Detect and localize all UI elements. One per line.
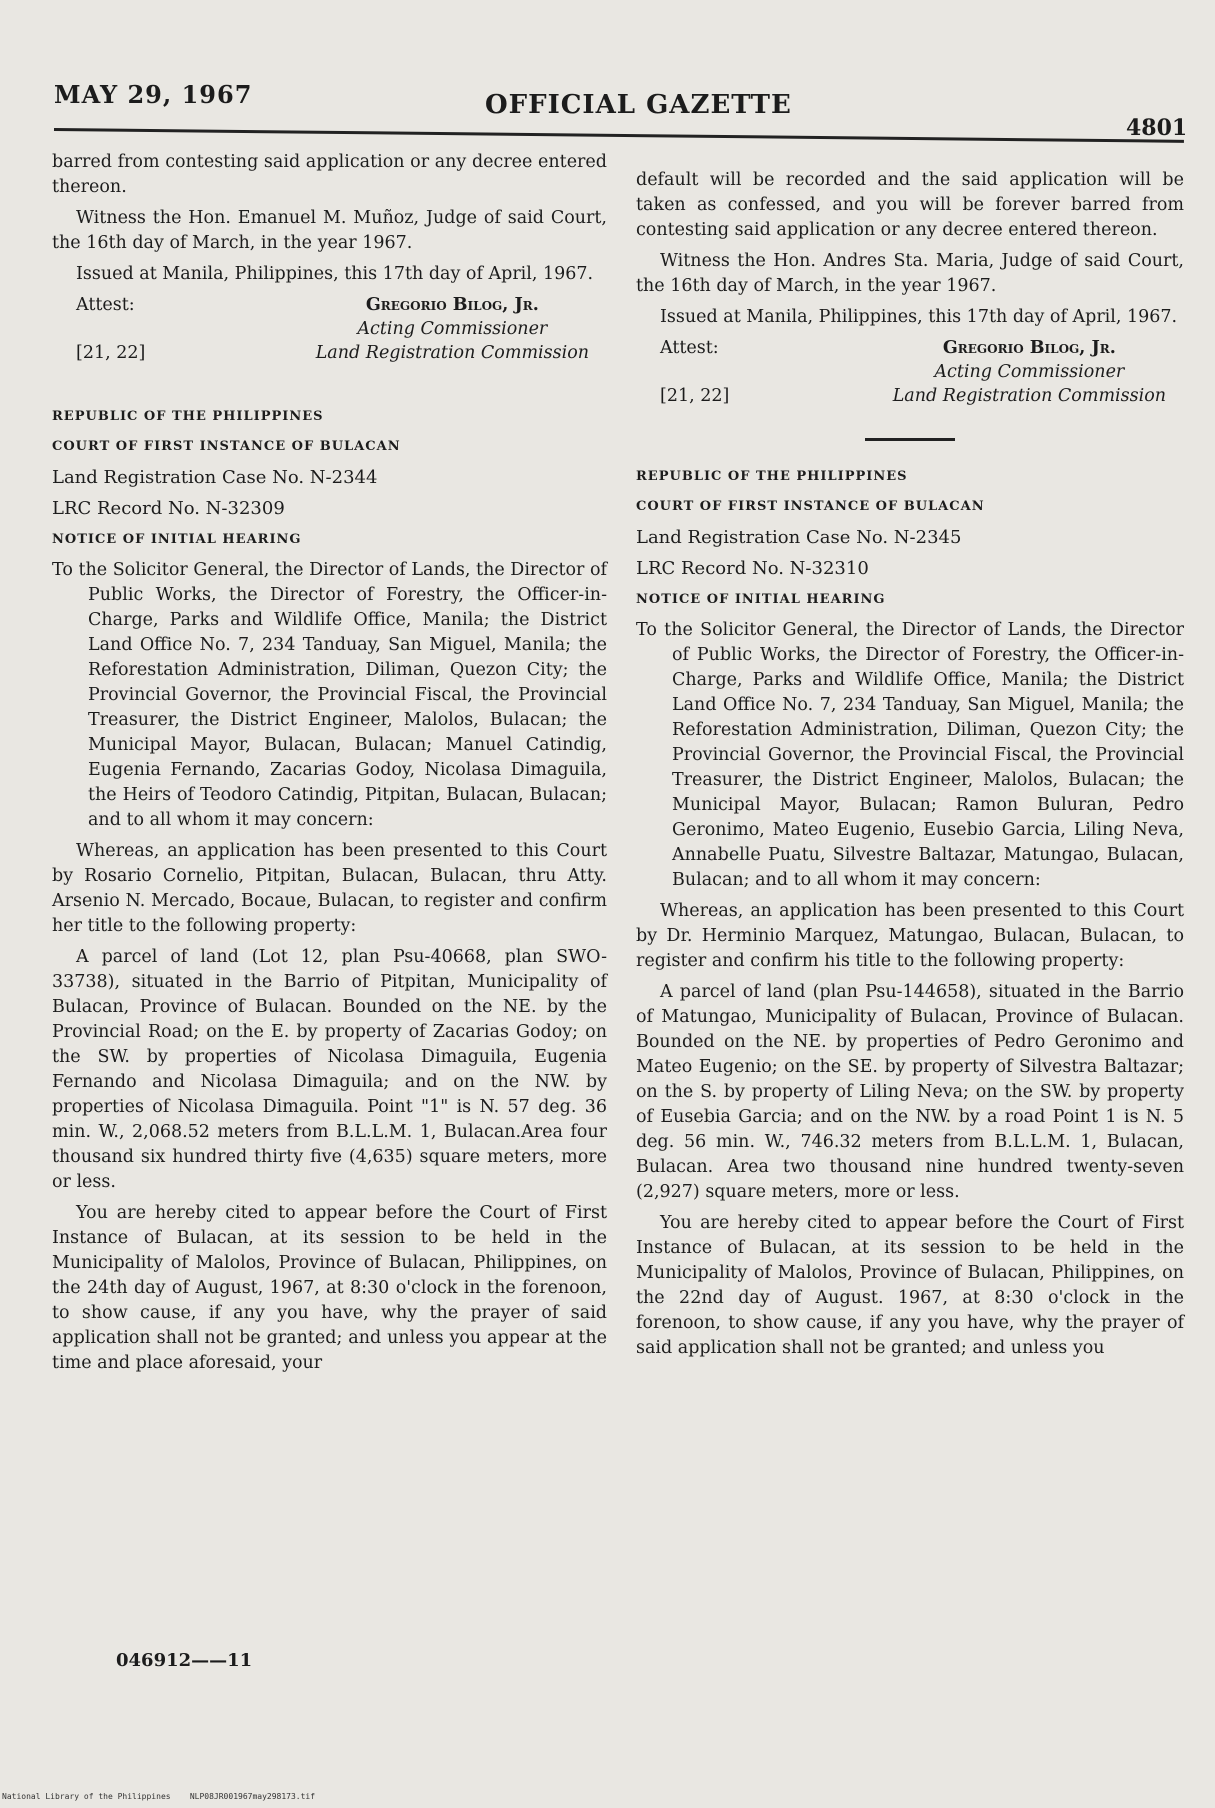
court-heading: COURT OF FIRST INSTANCE OF BULACAN (636, 499, 985, 514)
publication-title: OFFICIAL GAZETTE (485, 90, 792, 120)
citation-paragraph: You are hereby cited to appear before the Court of First Instance of Bulacan, at its session to be held in the Municipality of Malolos, Province of Bulacan, Philippines, on the 24th day of August, 1967, at 8:30 o'clock in the forenoon, to show cause, if any you have, why the prayer of said application shall not be granted; and unless you appear at the time and place aforesaid, your (52, 1203, 607, 1373)
right-column (636, 168, 1184, 1367)
witness-paragraph: Witness the Hon. Andres Sta. Maria, Judge of said Court, the 16th day of March, in the year 1967. (636, 251, 1184, 296)
issue-date: MAY 29, 1967 (54, 80, 253, 109)
signatory-title: Acting Commissioner (934, 362, 1125, 382)
signatory-title: Acting Commissioner (357, 319, 548, 339)
signatory-name: Gregorio Bilog, Jr. (365, 295, 539, 315)
case-number: Land Registration Case No. N-2344 (52, 467, 378, 488)
parcel-description: A parcel of land (plan Psu-144658), situated in the Barrio of Matungao, Municipality of Bulacan, Province of Bulacan. Bounded on the NE. by properties of Pedro Geronimo and Mateo Eugenio; on the SE. by property of Silvestra Baltazar; on the S. by property of Liling Neva; on the SW. by property of Eusebia Garcia; and on the NW. by a road Point 1 is N. 5 deg. 56 min. W., 746.32 meters from B.L.L.M. 1, Bulacan, Bulacan. Area two thousand nine hundred twenty-seven (2,927) square meters, more or less. (636, 982, 1184, 1202)
signature-block (893, 336, 1166, 408)
republic-heading: REPUBLIC OF THE PHILIPPINES (52, 409, 324, 424)
archive-credit: National Library of the Philippines NLP08JR001967may298173.tif (2, 1792, 316, 1801)
addressees-paragraph: To the Solicitor General, the Director of Lands, the Director of Public Works, the Director of Forestry, the Officer-in-Charge, Parks and Wildlife Office, Manila; the District Land Office No. 7, 234 Tanduay, San Miguel, Manila; the Reforestation Administration, Diliman, Quezon City; the Provincial Governor, the Provincial Fiscal, the Provincial Treasurer, the District Engineer, Malolos, Bulacan; the Municipal Mayor, Bulacan; Ramon Buluran, Pedro Geronimo, Mateo Eugenio, Eusebio Garcia, Liling Neva, Annabelle Puatu, Silvestre Baltazar, Matungao, Bulacan, Bulacan; and to all whom it may concern: (636, 620, 1184, 890)
lrc-record-number: LRC Record No. N-32310 (636, 558, 869, 579)
lrc-record-number: LRC Record No. N-32309 (52, 498, 285, 519)
notice-heading: NOTICE OF INITIAL HEARING (52, 532, 302, 547)
attestation-block (52, 293, 607, 373)
case-number: Land Registration Case No. N-2345 (636, 527, 962, 548)
court-heading: COURT OF FIRST INSTANCE OF BULACAN (52, 439, 401, 454)
signatory-office: Land Registration Commission (892, 386, 1166, 406)
carryover-text: barred from contesting said application or any decree entered thereon. (52, 152, 607, 197)
witness-paragraph: Witness the Hon. Emanuel M. Muñoz, Judge of said Court, the 16th day of March, in the year 1967. (52, 208, 607, 253)
whereas-paragraph: Whereas, an application has been presented to this Court by Rosario Cornelio, Pitpitan, Bulacan, Bulacan, thru Atty. Arsenio N. Mercado, Bocaue, Bulacan, to register and confirm her title to the following property: (52, 841, 607, 936)
attest-label: Attest: (76, 295, 135, 315)
header-rule (54, 128, 1184, 143)
parcel-description: A parcel of land (Lot 12, plan Psu-40668, plan SWO-33738), situated in the Barrio of Pitpitan, Municipality of Bulacan, Province of Bulacan. Bounded on the NE. by the Provincial Road; on the E. by property of Zacarias Godoy; on the SW. by properties of Nicolasa Dimaguila, Eugenia Fernando and Nicolasa Dimaguila; and on the NW. by properties of Nicolasa Dimaguila. Point "1" is N. 57 deg. 36 min. W., 2,068.52 meters from B.L.L.M. 1, Bulacan.Area four thousand six hundred thirty five (4,635) square meters, more or less. (52, 947, 607, 1192)
section-divider (865, 438, 955, 441)
notice-heading: NOTICE OF INITIAL HEARING (636, 592, 886, 607)
page-number: 4801 (1126, 115, 1188, 141)
issued-paragraph: Issued at Manila, Philippines, this 17th day of April, 1967. (76, 264, 594, 284)
signatory-name: Gregorio Bilog, Jr. (942, 338, 1116, 358)
printing-code: 046912——11 (116, 1650, 253, 1671)
attestation-block (636, 336, 1184, 416)
signature-block (316, 293, 589, 365)
signatory-office: Land Registration Commission (315, 343, 589, 363)
citation-paragraph: You are hereby cited to appear before the Court of First Instance of Bulacan, at its session to be held in the Municipality of Malolos, Province of Bulacan, Philippines, on the 22nd day of August. 1967, at 8:30 o'clock in the forenoon, to show cause, if any you have, why the prayer of said application shall not be granted; and unless you (636, 1213, 1184, 1358)
document-number: [21, 22] (660, 386, 730, 406)
left-column (52, 150, 607, 1382)
whereas-paragraph: Whereas, an application has been presented to this Court by Dr. Herminio Marquez, Matungao, Bulacan, Bulacan, to register and confirm his title to the following property: (636, 901, 1184, 971)
issued-paragraph: Issued at Manila, Philippines, this 17th day of April, 1967. (660, 307, 1178, 327)
document-number: [21, 22] (76, 343, 146, 363)
carryover-text: default will be recorded and the said application will be taken as confessed, and you will be forever barred from contesting said application or any decree entered thereon. (636, 170, 1184, 240)
addressees-paragraph: To the Solicitor General, the Director of Lands, the Director of Public Works, the Director of Forestry, the Officer-in-Charge, Parks and Wildlife Office, Manila; the District Land Office No. 7, 234 Tanduay, San Miguel, Manila; the Reforestation Administration, Diliman, Quezon City; the Provincial Governor, the Provincial Fiscal, the Provincial Treasurer, the District Engineer, Malolos, Bulacan; the Municipal Mayor, Bulacan, Bulacan; Manuel Catindig, Eugenia Fernando, Zacarias Godoy, Nicolasa Dimaguila, the Heirs of Teodoro Catindig, Pitpitan, Bulacan, Bulacan; and to all whom it may concern: (52, 560, 607, 830)
republic-heading: REPUBLIC OF THE PHILIPPINES (636, 469, 908, 484)
attest-label: Attest: (660, 338, 719, 358)
